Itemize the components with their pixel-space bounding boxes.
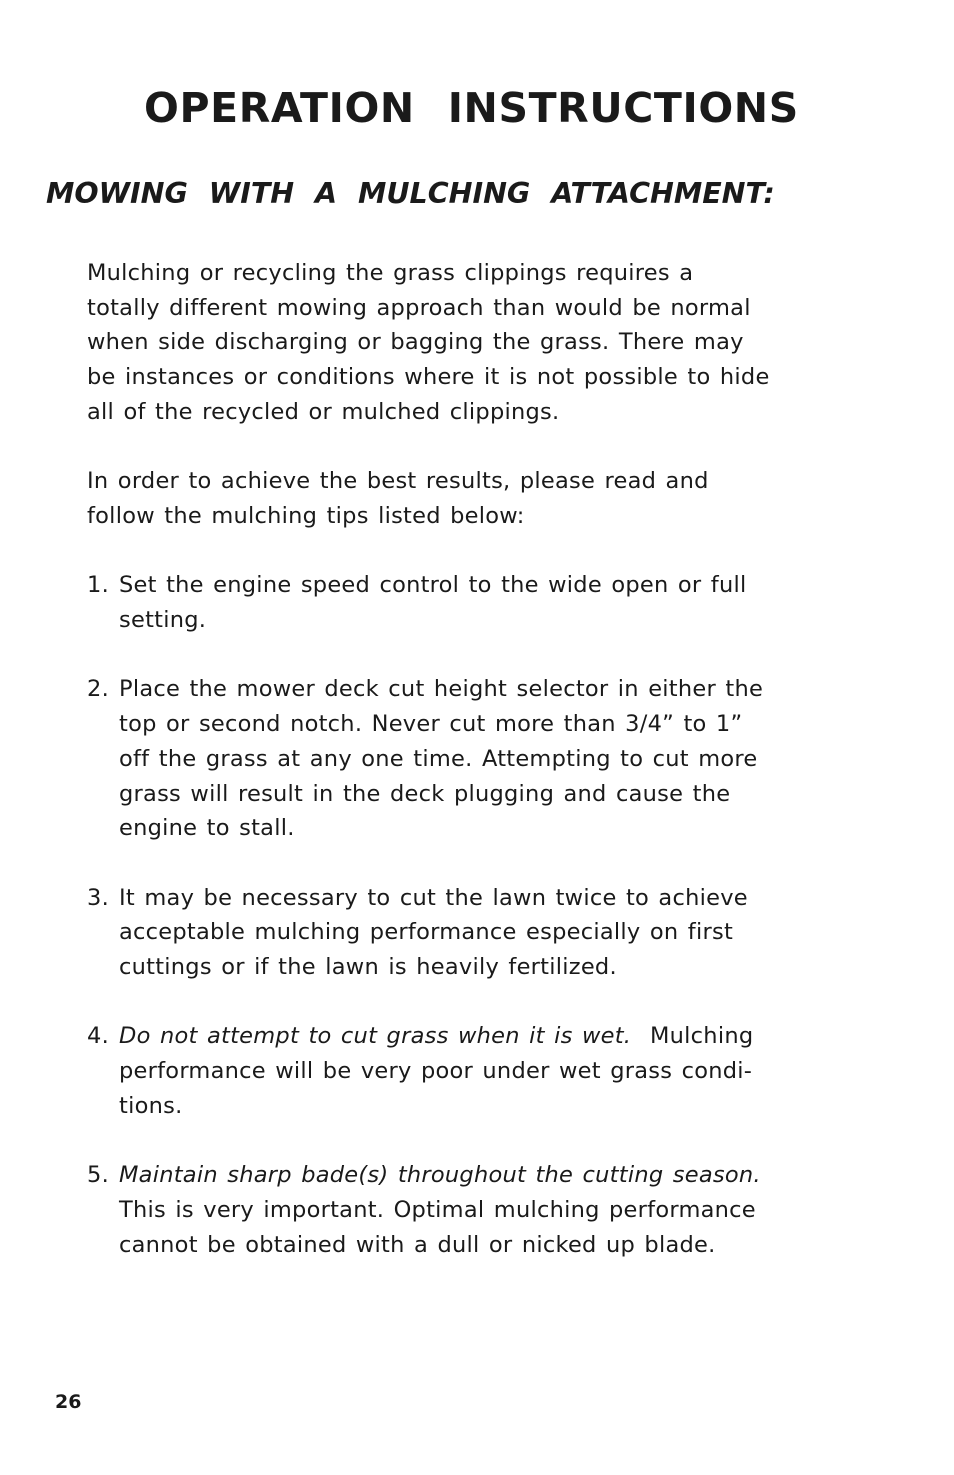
intro-line: totally different mowing approach than would be normal <box>87 294 751 321</box>
tip-number: 5. <box>87 1162 109 1189</box>
tip-item-4 <box>87 1019 837 1123</box>
tip-first-line-rest: Mulching <box>631 1023 754 1050</box>
tip-line: off the grass at any one time. Attempting to cut more <box>119 745 758 772</box>
tip-item-2 <box>87 672 837 846</box>
intro-line: all of the recycled or mulched clippings. <box>87 398 560 425</box>
lead-in-line: follow the mulching tips listed below: <box>87 502 525 529</box>
tip-number: 2. <box>87 676 109 703</box>
intro-paragraph <box>87 256 837 430</box>
tip-line: tions. <box>119 1092 183 1119</box>
tip-line: cuttings or if the lawn is heavily fertilized. <box>119 954 617 980</box>
tip-number: 3. <box>87 884 109 911</box>
tip-line: acceptable mulching performance especially on first <box>119 919 734 946</box>
tip-line: Place the mower deck cut height selector in either the <box>119 676 764 703</box>
tip-first-line <box>119 1019 837 1054</box>
intro-line: be instances or conditions where it is not possible to hide <box>87 364 770 391</box>
section-heading: MOWING WITH A MULCHING ATTACHMENT: <box>46 177 775 210</box>
tip-item-1 <box>87 568 837 637</box>
lead-in-paragraph <box>87 464 837 533</box>
tip-number: 4. <box>87 1023 109 1050</box>
tip-line: grass will result in the deck plugging and cause the <box>119 780 731 807</box>
body-text <box>87 256 837 1297</box>
tip-number: 1. <box>87 572 109 599</box>
intro-line: Mulching or recycling the grass clippings requires a <box>87 260 694 286</box>
tip-item-3 <box>87 881 837 985</box>
tip-line: It may be necessary to cut the lawn twice to achieve <box>119 884 748 911</box>
tip-line: This is very important. Optimal mulching performance <box>119 1196 756 1223</box>
tip-emphasis: Maintain sharp bade(s) throughout the cutting season. <box>119 1162 761 1189</box>
mulching-tips-list <box>87 568 837 1262</box>
tip-line: engine to stall. <box>119 815 295 842</box>
tip-line: performance will be very poor under wet grass condi- <box>119 1058 753 1085</box>
page-title: OPERATION INSTRUCTIONS <box>144 84 799 132</box>
intro-line: when side discharging or bagging the grass. There may <box>87 329 744 356</box>
tip-line: Set the engine speed control to the wide open or full <box>119 572 747 599</box>
lead-in-line: In order to achieve the best results, please read and <box>87 468 709 495</box>
tip-line: top or second notch. Never cut more than 3/4” to 1” <box>119 711 743 738</box>
page-number: 26 <box>55 1391 82 1413</box>
tip-line: setting. <box>119 607 207 633</box>
tip-line: cannot be obtained with a dull or nicked up blade. <box>119 1231 716 1258</box>
tip-emphasis: Do not attempt to cut grass when it is wet. <box>119 1023 632 1050</box>
tip-item-5 <box>87 1158 837 1262</box>
